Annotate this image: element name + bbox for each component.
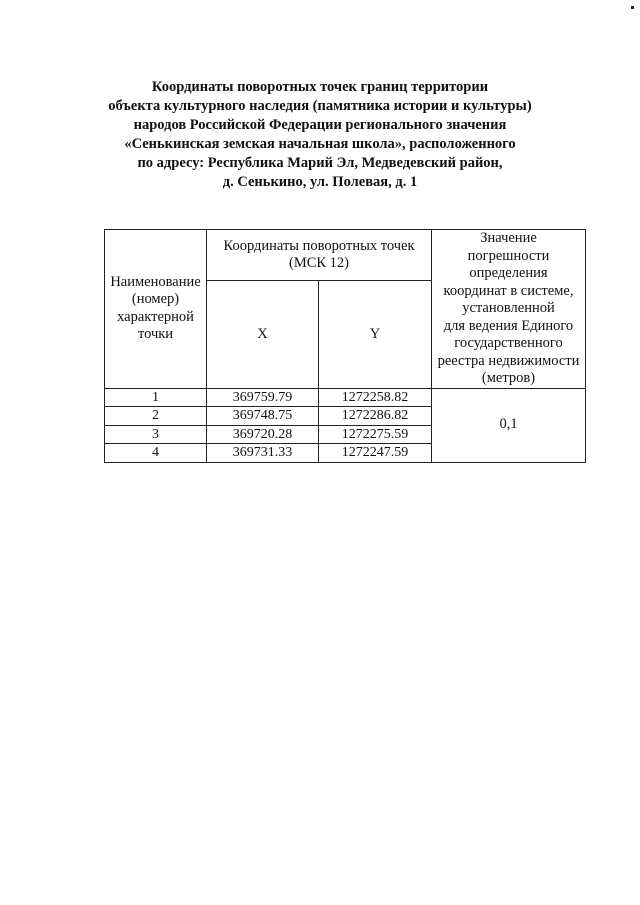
header-y: Y [319, 281, 432, 388]
cell-point: 3 [105, 425, 207, 444]
coordinates-table [104, 229, 586, 463]
header-accuracy: Значение погрешности определения координат в системе, установленной для ведения Единого государственного реестра недвижимости (метров) [432, 230, 586, 389]
cell-point: 2 [105, 407, 207, 426]
title-line: «Сенькинская земская начальная школа», расположенного [124, 136, 516, 152]
document-title [60, 78, 580, 192]
title-line: объекта культурного наследия (памятника истории и культуры) [108, 98, 532, 114]
cell-point: 1 [105, 388, 207, 407]
cell-x: 369720.28 [207, 425, 319, 444]
title-line: д. Сенькино, ул. Полевая, д. 1 [222, 174, 418, 190]
header-point-name: Наименование (номер) характерной точки [105, 230, 207, 389]
cell-y: 1272247.59 [319, 444, 432, 463]
title-line: по адресу: Республика Марий Эл, Медведевский район, [137, 155, 503, 171]
cell-x: 369731.33 [207, 444, 319, 463]
cell-accuracy: 0,1 [432, 388, 586, 462]
table-row [105, 388, 586, 407]
cell-y: 1272286.82 [319, 407, 432, 426]
header-x: X [207, 281, 319, 388]
title-line: Координаты поворотных точек границ территории [151, 79, 489, 95]
corner-mark [631, 6, 634, 9]
title-line: народов Российской Федерации регионального значения [133, 117, 507, 133]
cell-x: 369748.75 [207, 407, 319, 426]
header-coordinates: Координаты поворотных точек (МСК 12) [207, 230, 432, 281]
cell-x: 369759.79 [207, 388, 319, 407]
cell-y: 1272275.59 [319, 425, 432, 444]
cell-y: 1272258.82 [319, 388, 432, 407]
cell-point: 4 [105, 444, 207, 463]
